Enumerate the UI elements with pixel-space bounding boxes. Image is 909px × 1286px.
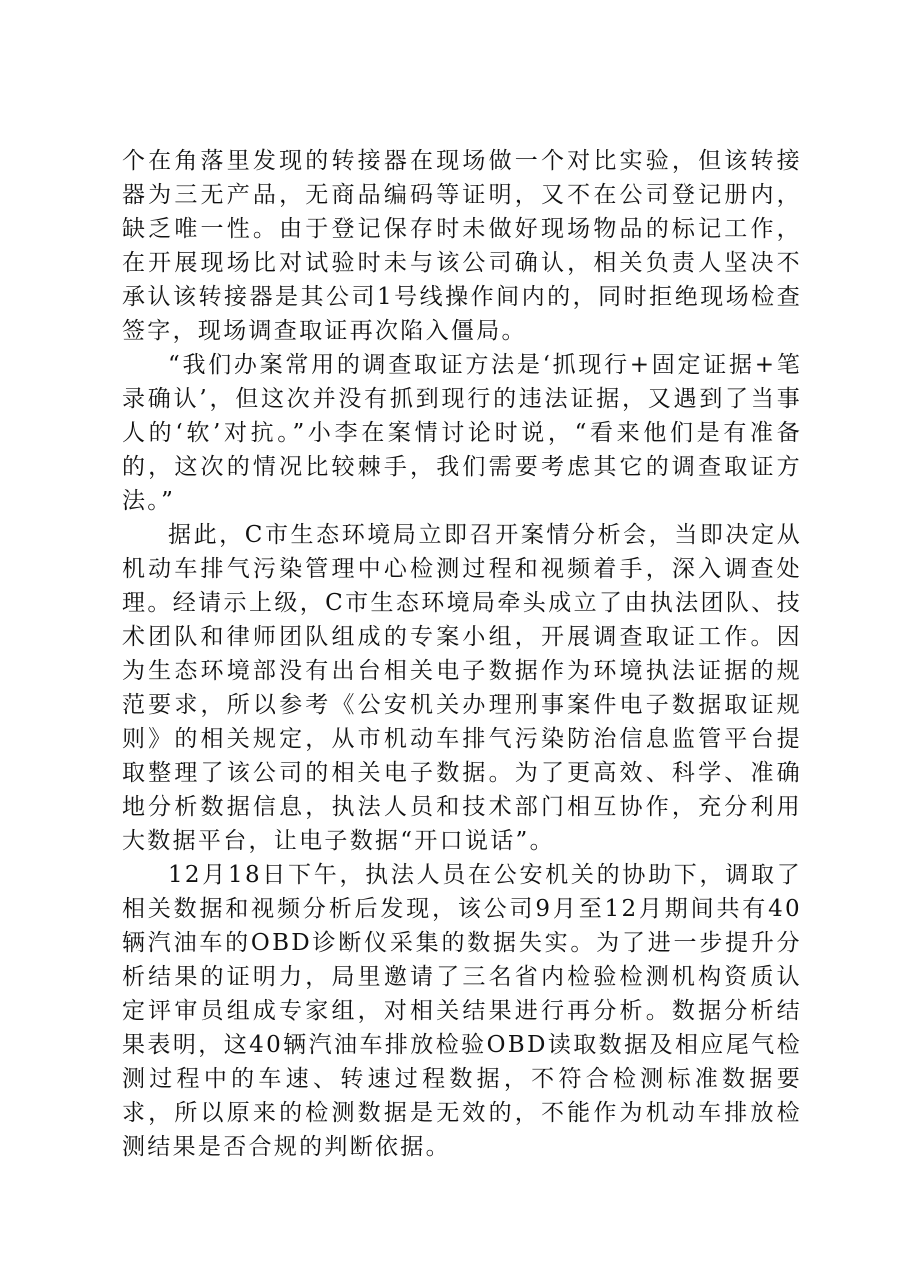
- paragraph-2: “我们办案常用的调查取证方法是‘抓现行+固定证据+笔录确认’，但这次并没有抓到现行的违法证据，又遇到了当事人的‘软’对抗。”小李在案情讨论时说，“看来他们是有准备的，这次的情况比较棘手，我们需要考虑其它的调查取证方法。”: [122, 352, 802, 514]
- paragraph-4: 12月18日下午，执法人员在公安机关的协助下，调取了相关数据和视频分析后发现，该公司9月至12月期间共有40辆汽油车的OBD诊断仪采集的数据失实。为了进一步提升分析结果的证明力，局里邀请了三名省内检验检测机构资质认定评审员组成专家组，对相关结果进行再分析。数据分析结果表明，这40辆汽油车排放检验OBD读取数据及相应尾气检测过程中的车速、转速过程数据，不符合检测标准数据要求，所以原来的检测数据是无效的，不能作为机动车排放检测结果是否合规的判断依据。: [122, 862, 802, 1160]
- document-body: [122, 144, 802, 1164]
- paragraph-3: 据此，C市生态环境局立即召开案情分析会，当即决定从机动车排气污染管理中心检测过程和视频着手，深入调查处理。经请示上级，C市生态环境局牵头成立了由执法团队、技术团队和律师团队组成的专案小组，开展调查取证工作。因为生态环境部没有出台相关电子数据作为环境执法证据的规范要求，所以参考《公安机关办理刑事案件电子数据取证规则》的相关规定，从市机动车排气污染防治信息监管平台提取整理了该公司的相关电子数据。为了更高效、科学、准确地分析数据信息，执法人员和技术部门相互协作，充分利用大数据平台，让电子数据“开口说话”。: [122, 522, 802, 854]
- paragraph-1: 个在角落里发现的转接器在现场做一个对比实验，但该转接器为三无产品，无商品编码等证明，又不在公司登记册内，缺乏唯一性。由于登记保存时未做好现场物品的标记工作，在开展现场比对试验时未与该公司确认，相关负责人坚决不承认该转接器是其公司1号线操作间内的，同时拒绝现场检查签字，现场调查取证再次陷入僵局。: [122, 148, 802, 344]
